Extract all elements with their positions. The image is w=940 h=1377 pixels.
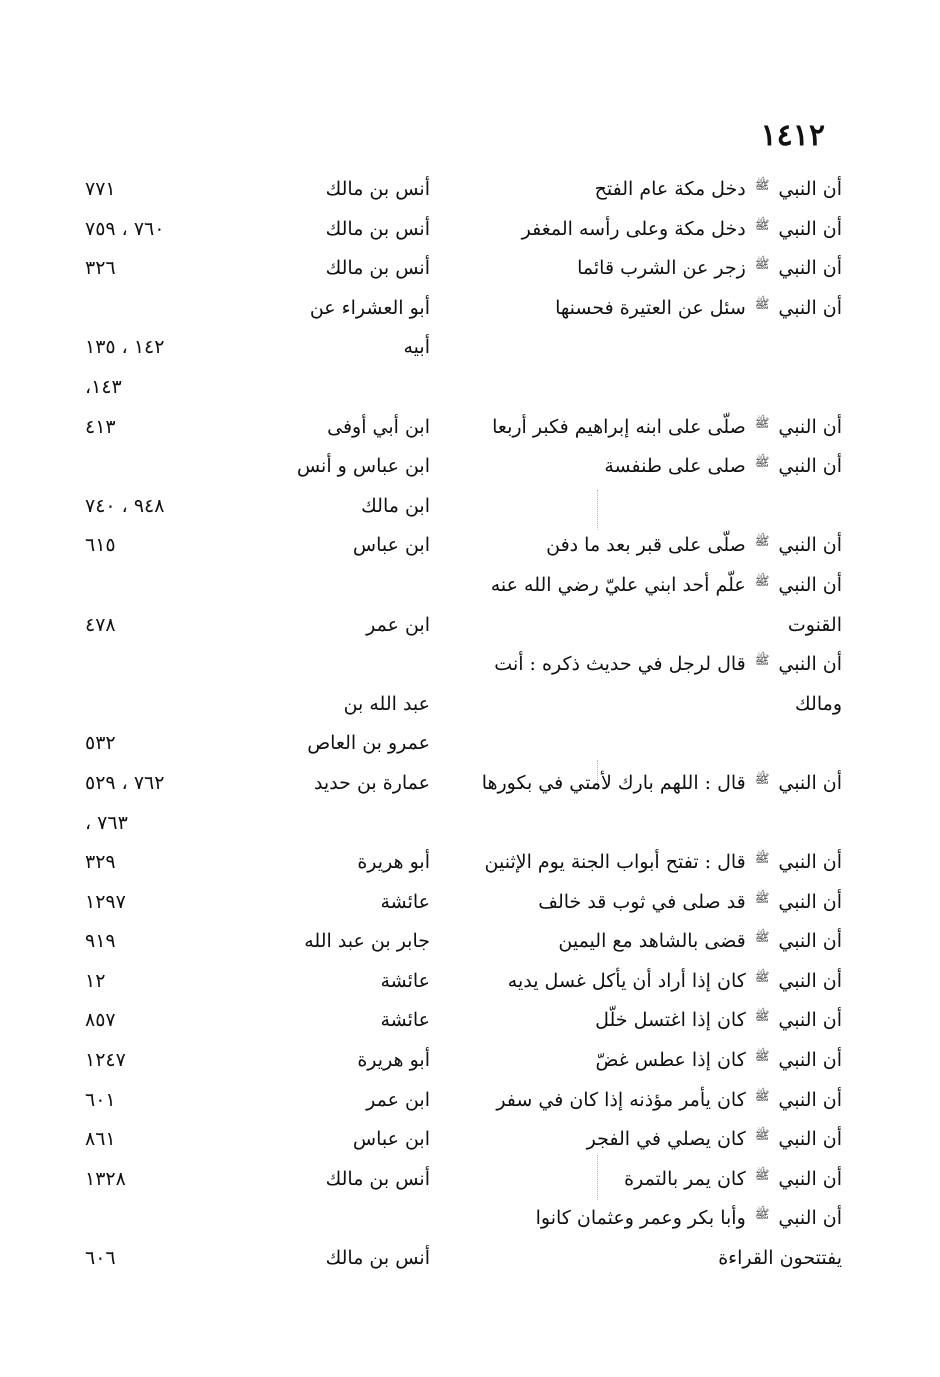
- hadith-text: أن النبي ﷺ كان يصلي في الفجر: [586, 1128, 842, 1151]
- page-references: ٦١٥: [85, 534, 116, 557]
- hadith-text: أن النبي ﷺ دخل مكة وعلى رأسه المغفر: [521, 217, 842, 240]
- narrator-name: ابن عمر: [366, 613, 430, 636]
- hadith-text: أن النبي ﷺ صلّى على قبر بعد ما دفن: [546, 534, 842, 557]
- index-row: [85, 210, 860, 250]
- page-references: [85, 685, 245, 725]
- page-references: ٧٦٣ ،: [85, 811, 128, 834]
- page-references: [85, 645, 245, 685]
- hadith-text: أن النبي ﷺ كان إذا اغتسل خلّل: [595, 1009, 842, 1032]
- narrator-name: عمارة بن حديد: [313, 771, 430, 794]
- narrator-name: ابن عباس: [352, 534, 430, 557]
- narrator-name: [270, 1199, 430, 1239]
- index-row: [85, 328, 860, 368]
- index-row: [85, 170, 860, 210]
- hadith-text: أن النبي ﷺ صلى على طنفسة: [604, 455, 842, 478]
- hadith-text: [442, 804, 842, 844]
- honorific-ligature: ﷺ: [754, 1049, 770, 1064]
- index-row: [85, 1239, 860, 1279]
- page-references: ١٤٣،: [85, 375, 122, 398]
- page-references: ٩١٩: [85, 930, 116, 953]
- hadith-text: أن النبي ﷺ قد صلى في ثوب قد خالف: [538, 890, 842, 913]
- page-references: ٧٧١: [85, 178, 116, 200]
- index-row: [85, 883, 860, 923]
- narrator-name: أنس بن مالك: [325, 1247, 430, 1270]
- hadith-text: [442, 368, 842, 408]
- index-row: [85, 922, 860, 962]
- hadith-text: أن النبي ﷺ كان إذا عطس غضّ: [595, 1049, 842, 1072]
- narrator-name: عائشة: [380, 890, 430, 913]
- hadith-text: أن النبي ﷺ قال : اللهم بارك لأمتي في بكورها: [481, 771, 842, 794]
- page-references: ٧٦٠ ، ٧٥٩: [85, 217, 165, 240]
- page-references: ٤٧٨: [85, 613, 116, 636]
- honorific-ligature: ﷺ: [754, 415, 770, 430]
- hadith-text: أن النبي ﷺ كان إذا أراد أن يأكل غسل يديه: [507, 969, 842, 992]
- honorific-ligature: ﷺ: [754, 573, 770, 588]
- index-row: [85, 804, 860, 844]
- hadith-text: القنوت: [787, 613, 842, 636]
- page-references: ٤١٣: [85, 415, 116, 438]
- hadith-text: أن النبي ﷺ علّم أحد ابني عليّ رضي الله عنه: [490, 573, 842, 596]
- narrator-name: عائشة: [380, 1009, 430, 1032]
- hadith-text: [442, 724, 842, 764]
- index-row: [85, 566, 860, 606]
- honorific-ligature: ﷺ: [754, 455, 770, 470]
- hadith-text: أن النبي ﷺ وأبا بكر وعمر وعثمان كانوا: [535, 1207, 842, 1230]
- index-row: [85, 249, 860, 289]
- narrator-name: أنس بن مالك: [325, 1167, 430, 1190]
- page-references: ٦٠١: [85, 1088, 116, 1111]
- hadith-text: ومالك: [795, 692, 842, 715]
- narrator-name: عائشة: [380, 969, 430, 992]
- index-row: [85, 1160, 860, 1200]
- page-number: ١٤١٢: [760, 118, 825, 153]
- narrator-name: أبو العشراء عن: [309, 296, 430, 319]
- page-references: ١٢٤٧: [85, 1049, 126, 1072]
- hadith-text: أن النبي ﷺ قال لرجل في حديث ذكره : أنت: [494, 653, 842, 676]
- index-row: [85, 368, 860, 408]
- narrator-name: أبو هريرة: [357, 1049, 430, 1072]
- narrator-name: أبيه: [403, 336, 430, 359]
- honorific-ligature: ﷺ: [754, 890, 770, 905]
- narrator-name: ابن عباس و أنس: [296, 455, 430, 478]
- index-row: [85, 606, 860, 646]
- hadith-text: أن النبي ﷺ دخل مكة عام الفتح: [594, 178, 842, 200]
- index-row: [85, 487, 860, 527]
- hadith-text: أن النبي ﷺ كان يأمر مؤذنه إذا كان في سفر: [496, 1088, 842, 1111]
- honorific-ligature: ﷺ: [754, 257, 770, 272]
- hadith-text: [442, 328, 842, 368]
- narrator-name: أنس بن مالك: [325, 257, 430, 280]
- index-row: [85, 685, 860, 725]
- narrator-name: [270, 645, 430, 685]
- honorific-ligature: ﷺ: [754, 296, 770, 311]
- narrator-name: ابن عباس: [352, 1128, 430, 1151]
- hadith-text: يفتتحون القراءة: [718, 1247, 842, 1270]
- index-row: [85, 724, 860, 764]
- narrator-name: ابن أبي أوفى: [327, 415, 430, 438]
- page-references: ٧٦٢ ، ٥٢٩: [85, 771, 165, 794]
- narrator-name: عمرو بن العاص: [307, 732, 430, 755]
- narrator-name: أبو هريرة: [357, 851, 430, 874]
- honorific-ligature: ﷺ: [754, 534, 770, 549]
- page-references: [85, 289, 245, 329]
- narrator-name: ابن مالك: [361, 494, 430, 517]
- page-references: [85, 566, 245, 606]
- hadith-text: أن النبي ﷺ سئل عن العتيرة فحسنها: [555, 296, 842, 319]
- page-references: ١٢٩٧: [85, 890, 126, 913]
- index-row: [85, 289, 860, 329]
- narrator-name: [270, 566, 430, 606]
- honorific-ligature: ﷺ: [754, 930, 770, 945]
- narrator-name: أنس بن مالك: [325, 178, 430, 200]
- narrator-name: جابر بن عبد الله: [304, 930, 430, 953]
- narrator-name: أنس بن مالك: [325, 217, 430, 240]
- hadith-index-table: [85, 170, 860, 1279]
- page-references: ١٢: [85, 969, 106, 992]
- index-row: [85, 1041, 860, 1081]
- honorific-ligature: ﷺ: [754, 851, 770, 866]
- honorific-ligature: ﷺ: [754, 1207, 770, 1222]
- page-references: ٨٥٧: [85, 1009, 116, 1032]
- hadith-text: أن النبي ﷺ زجر عن الشرب قائما: [577, 257, 842, 280]
- index-row: [85, 764, 860, 804]
- index-row: [85, 962, 860, 1002]
- honorific-ligature: ﷺ: [754, 969, 770, 984]
- narrator-name: [270, 804, 430, 844]
- page-references: ٣٢٦: [85, 257, 116, 280]
- honorific-ligature: ﷺ: [754, 217, 770, 232]
- index-row: [85, 645, 860, 685]
- page-references: ٥٣٢: [85, 732, 116, 755]
- index-row: [85, 1120, 860, 1160]
- hadith-text: [442, 487, 842, 527]
- page-references: ٦٠٦: [85, 1247, 116, 1270]
- index-row: [85, 447, 860, 487]
- hadith-text: أن النبي ﷺ قضى بالشاهد مع اليمين: [558, 930, 842, 953]
- page-references: [85, 1199, 245, 1239]
- honorific-ligature: ﷺ: [754, 1128, 770, 1143]
- honorific-ligature: ﷺ: [754, 1009, 770, 1024]
- hadith-text: أن النبي ﷺ كان يمر بالتمرة: [624, 1167, 842, 1190]
- page-references: [85, 447, 245, 487]
- page-references: ١٤٢ ، ١٣٥: [85, 336, 165, 359]
- narrator-name: عبد الله بن: [343, 692, 430, 715]
- narrator-name: ابن عمر: [366, 1088, 430, 1111]
- narrator-name: [270, 368, 430, 408]
- index-row: [85, 1001, 860, 1041]
- hadith-text: أن النبي ﷺ قال : تفتح أبواب الجنة يوم الإثنين: [484, 851, 842, 874]
- honorific-ligature: ﷺ: [754, 178, 770, 192]
- page-references: ١٣٢٨: [85, 1167, 126, 1190]
- index-row: [85, 526, 860, 566]
- honorific-ligature: ﷺ: [754, 1088, 770, 1103]
- page-references: ٣٢٩: [85, 851, 116, 874]
- index-row: [85, 408, 860, 448]
- index-row: [85, 1199, 860, 1239]
- index-row: [85, 1081, 860, 1121]
- index-row: [85, 843, 860, 883]
- honorific-ligature: ﷺ: [754, 653, 770, 668]
- honorific-ligature: ﷺ: [754, 771, 770, 786]
- page-references: ٨٦١: [85, 1128, 116, 1151]
- page-references: ٩٤٨ ، ٧٤٠: [85, 494, 165, 517]
- honorific-ligature: ﷺ: [754, 1167, 770, 1182]
- hadith-text: أن النبي ﷺ صلّى على ابنه إبراهيم فكبر أربعا: [492, 415, 842, 438]
